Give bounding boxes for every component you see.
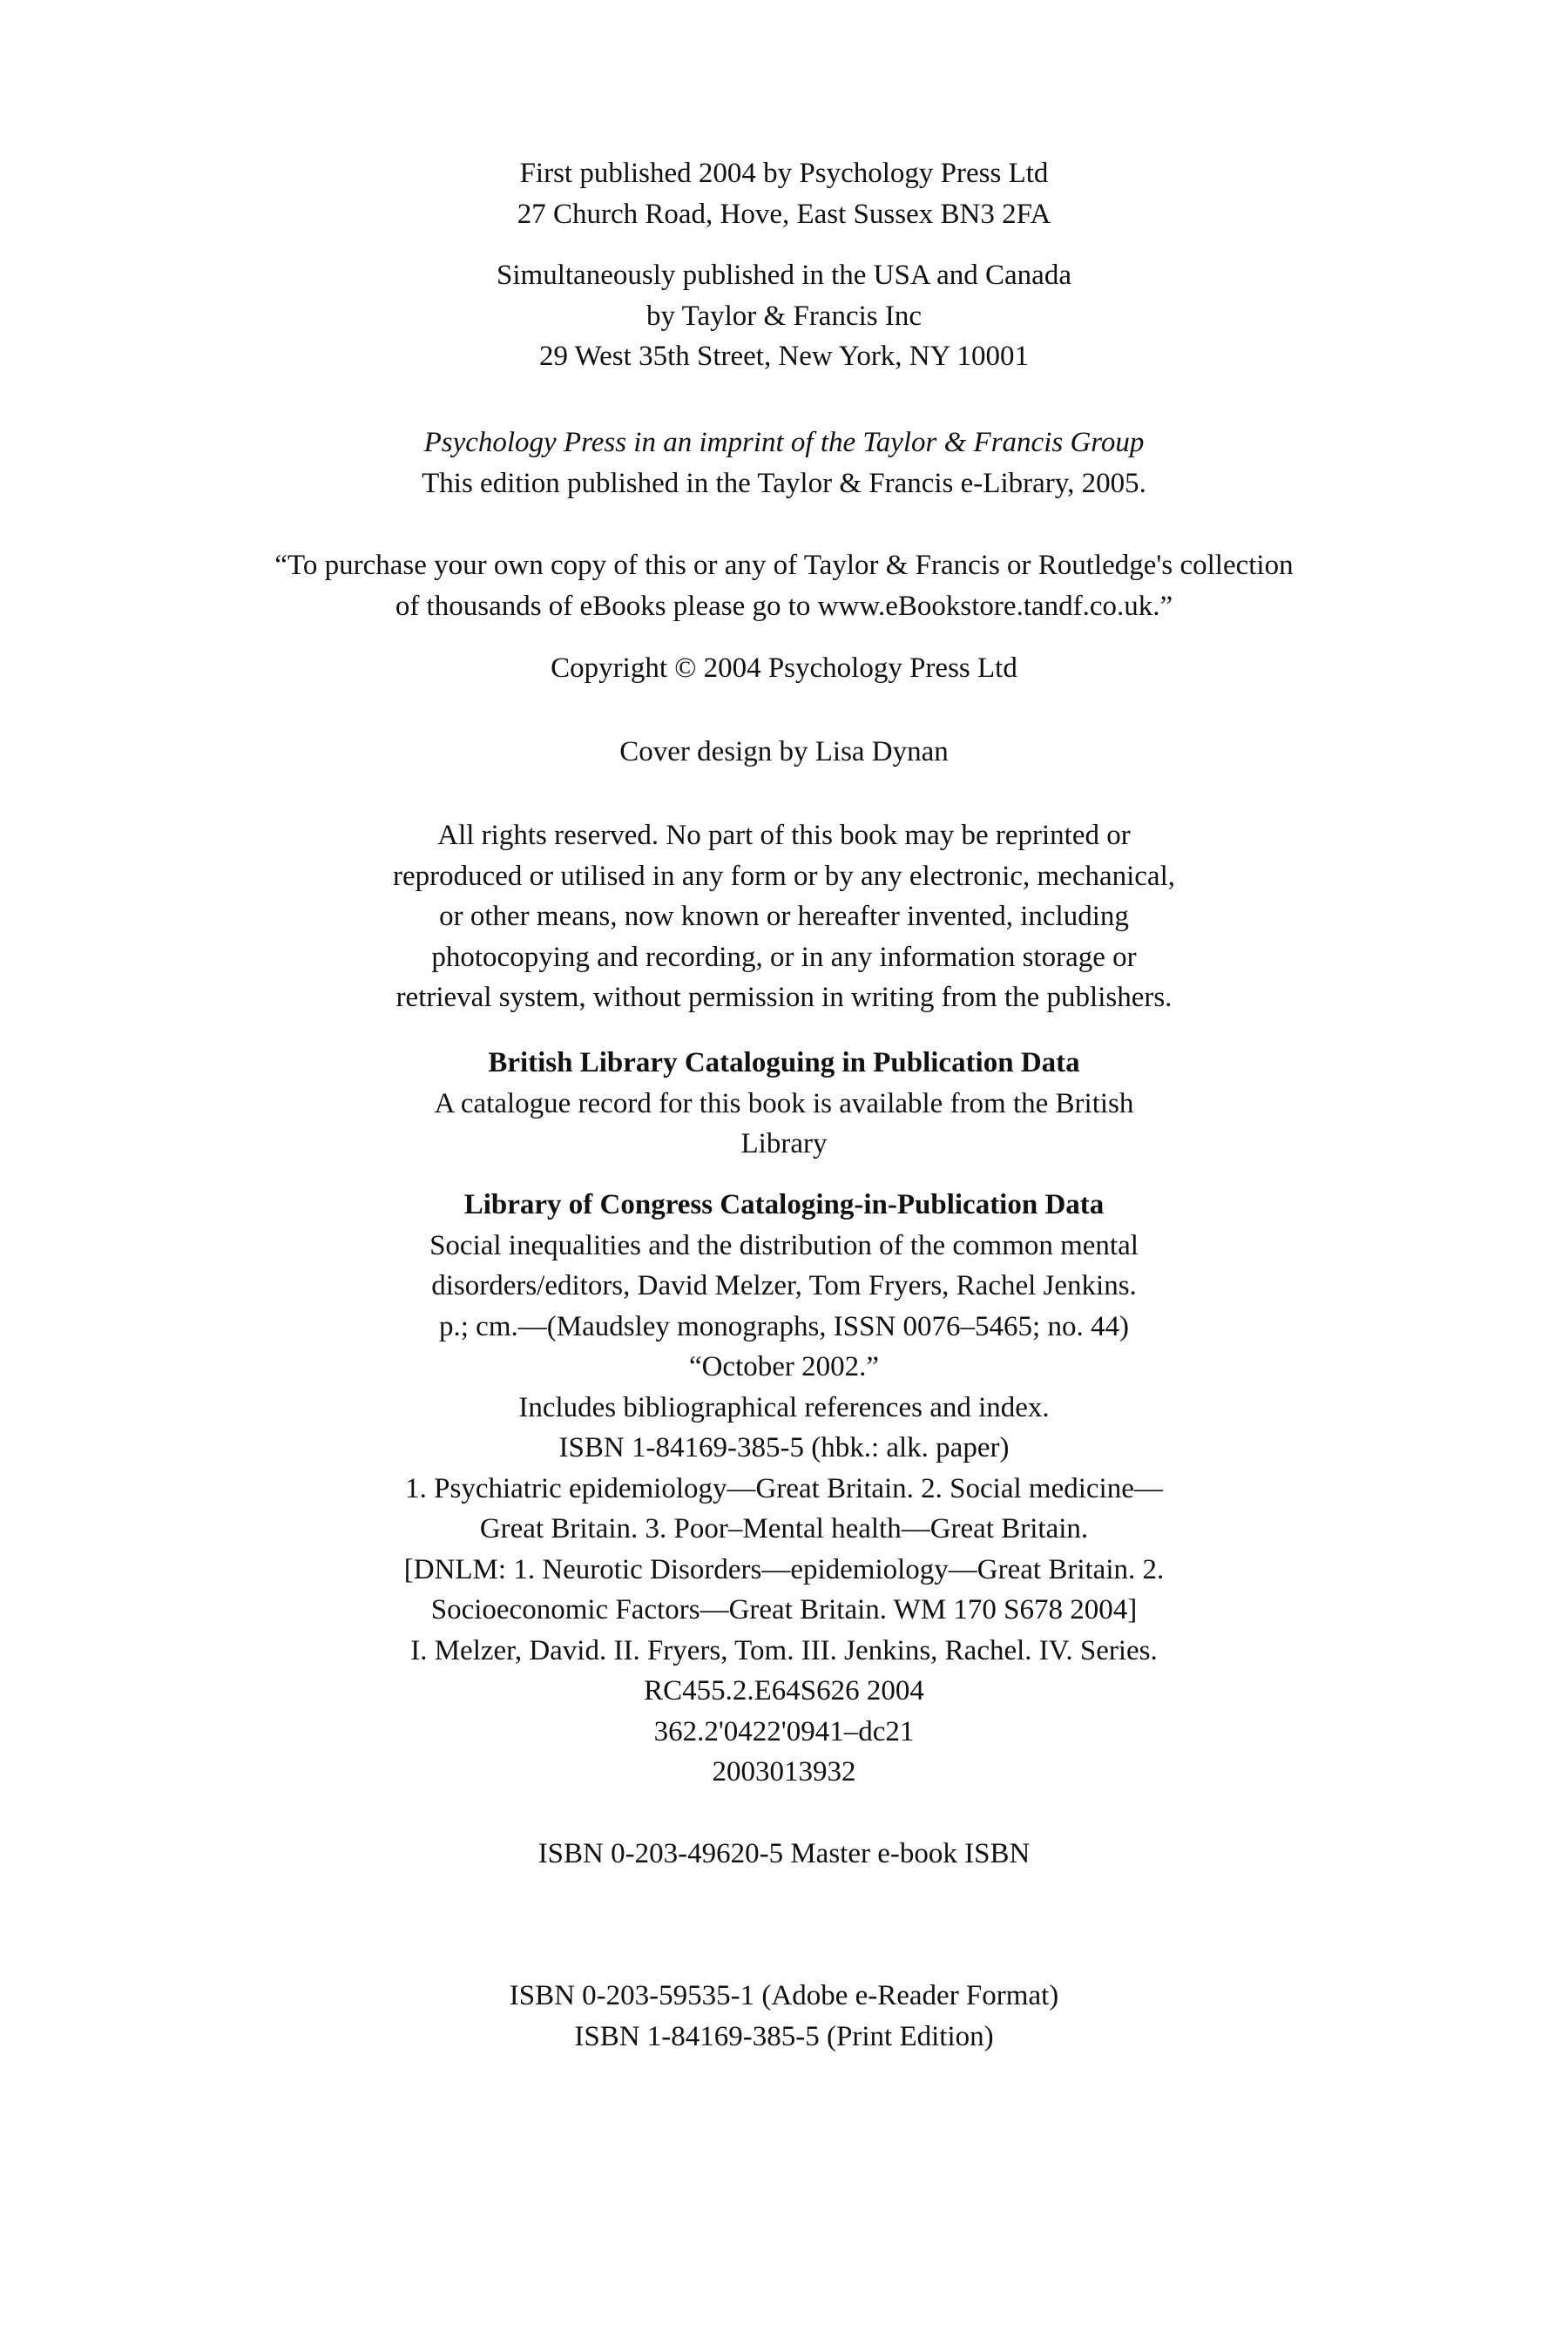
publisher-line: First published 2004 by Psychology Press Ltd	[519, 158, 1049, 189]
isbn-master-line: ISBN 0-203-49620-5 Master e-book ISBN	[537, 1838, 1031, 1869]
simultaneous-publisher: by Taylor & Francis Inc	[645, 300, 922, 332]
loc-line: p.; cm.—(Maudsley monographs, ISSN 0076–5465; no. 44)	[439, 1310, 1129, 1342]
loc-line: ISBN 1-84169-385-5 (hbk.: alk. paper)	[558, 1432, 1010, 1463]
publisher-block	[87, 153, 1481, 234]
loc-line: disorders/editors, David Melzer, Tom Fryers, Rachel Jenkins.	[431, 1270, 1137, 1301]
loc-block	[87, 1185, 1481, 1793]
edition-line: This edition published in the Taylor & Francis e-Library, 2005.	[422, 467, 1146, 499]
isbn-adobe-line: ISBN 0-203-59535-1 (Adobe e-Reader Format)	[509, 1980, 1059, 2011]
isbn-master-block	[87, 1834, 1481, 1875]
rights-line: retrieval system, without permission in writing from the publishers.	[395, 982, 1173, 1013]
loc-heading: Library of Congress Cataloging-in-Publication Data	[463, 1189, 1105, 1220]
isbn-print-line: ISBN 1-84169-385-5 (Print Edition)	[574, 2020, 994, 2052]
loc-line: I. Melzer, David. II. Fryers, Tom. III. Jenkins, Rachel. IV. Series.	[410, 1634, 1158, 1666]
loc-line: Social inequalities and the distribution of the common mental	[429, 1229, 1139, 1261]
british-library-line-1: A catalogue record for this book is available from the British	[434, 1087, 1134, 1119]
imprint-block	[87, 422, 1481, 504]
british-library-block	[87, 1043, 1481, 1165]
imprint-line: Psychology Press in an imprint of the Taylor & Francis Group	[423, 427, 1145, 458]
copyright-line: Copyright © 2004 Psychology Press Ltd	[551, 652, 1017, 684]
isbn-editions-block	[87, 1976, 1481, 2057]
purchase-block	[87, 545, 1481, 626]
loc-line: Socioeconomic Factors—Great Britain. WM 170 S678 2004]	[430, 1594, 1138, 1625]
british-library-heading: British Library Cataloguing in Publication Data	[488, 1047, 1080, 1078]
rights-line: reproduced or utilised in any form or by any electronic, mechanical,	[393, 860, 1175, 892]
loc-line: Includes bibliographical references and index.	[518, 1391, 1050, 1423]
loc-line: [DNLM: 1. Neurotic Disorders—epidemiology—Great Britain. 2.	[403, 1553, 1165, 1585]
simultaneous-line: Simultaneously published in the USA and Canada	[497, 260, 1071, 291]
rights-line: photocopying and recording, or in any information storage or	[431, 941, 1137, 973]
loc-line: RC455.2.E64S626 2004	[644, 1675, 924, 1707]
rights-line: All rights reserved. No part of this book may be reprinted or	[437, 820, 1131, 851]
loc-line: Great Britain. 3. Poor–Mental health—Great Britain.	[479, 1513, 1089, 1544]
rights-block	[87, 815, 1481, 1018]
loc-line: 1. Psychiatric epidemiology—Great Britain. 2. Social medicine—	[405, 1472, 1163, 1504]
purchase-line-2: of thousands of eBooks please go to www.eBookstore.tandf.co.uk.”	[395, 590, 1173, 622]
cover-design-line: Cover design by Lisa Dynan	[619, 736, 949, 767]
simultaneous-address: 29 West 35th Street, New York, NY 10001	[539, 341, 1029, 372]
british-library-line-2: Library	[740, 1128, 828, 1159]
copyright-block	[87, 648, 1481, 689]
loc-line: 2003013932	[712, 1756, 856, 1788]
simultaneous-block	[87, 255, 1481, 377]
cover-block	[87, 732, 1481, 773]
purchase-line-1: “To purchase your own copy of this or any of Taylor & Francis or Routledge's collection	[274, 550, 1294, 581]
loc-line: 362.2'0422'0941–dc21	[653, 1715, 915, 1747]
loc-line: “October 2002.”	[688, 1351, 880, 1382]
rights-line: or other means, now known or hereafter invented, including	[439, 901, 1129, 932]
publisher-address: 27 Church Road, Hove, East Sussex BN3 2FA	[517, 198, 1051, 230]
